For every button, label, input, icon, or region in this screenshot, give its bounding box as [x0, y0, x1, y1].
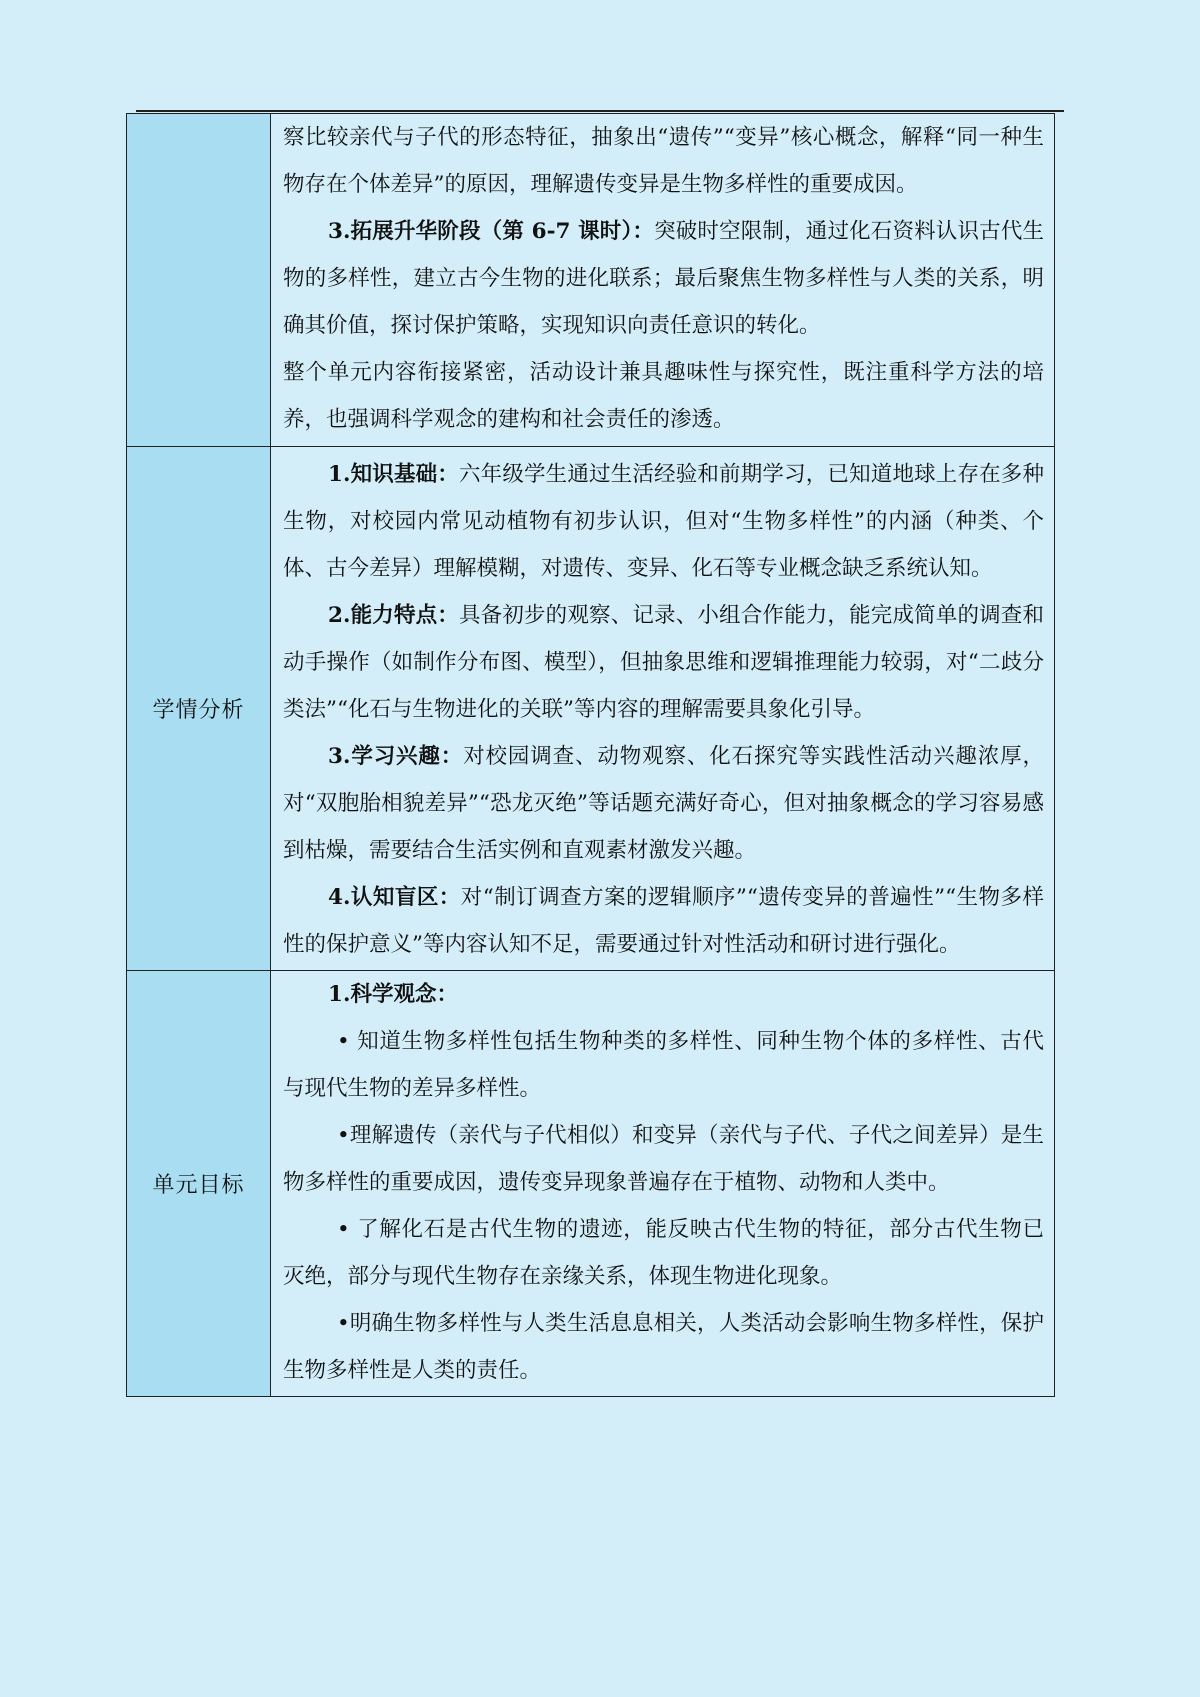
analysis-item-text: 六年级学生通过生活经验和前期学习，已知道地球上存在多种生物，对校园内常见动植物有初步认识，但对“生物多样性”的内涵（种类、个体、古今差异）理解模糊，对遗传、变异、化石等专业概念缺乏系统认知。 — [283, 462, 1044, 581]
stage-3-text: 突破时空限制，通过化石资料认识古代生物的多样性，建立古今生物的进化联系；最后聚焦生物多样性与人类的关系，明确其价值，探讨保护策略，实现知识向责任意识的转化。 — [283, 219, 1044, 338]
analysis-item — [283, 733, 1044, 874]
cell-unit-goals — [271, 971, 1055, 1397]
overview-paragraph-2 — [283, 208, 1044, 349]
goals-bullet: • 知道生物多样性包括生物种类的多样性、同种生物个体的多样性、古代与现代生物的差异多样性。 — [283, 1029, 1044, 1101]
overview-paragraph-3: 整个单元内容衔接紧密，活动设计兼具趣味性与探究性，既注重科学方法的培养，也强调科学观念的建构和社会责任的渗透。 — [283, 360, 1044, 432]
cell-student-analysis — [271, 447, 1055, 971]
stage-3-heading: 3.拓展升华阶段（第 6-7 课时）： — [328, 219, 655, 244]
goals-bullet: •理解遗传（亲代与子代相似）和变异（亲代与子代、子代之间差异）是生物多样性的重要成因，遗传变异现象普遍存在于植物、动物和人类中。 — [283, 1123, 1044, 1195]
analysis-item — [283, 592, 1044, 733]
goals-heading: 1.科学观念： — [328, 982, 458, 1007]
label-student-analysis: 学情分析 — [127, 447, 271, 971]
goals-bullet: •明确生物多样性与人类生活息息相关，人类活动会影响生物多样性，保护生物多样性是人类的责任。 — [283, 1311, 1044, 1383]
analysis-item-heading: 3.学习兴趣： — [328, 744, 464, 769]
unit-design-table — [126, 113, 1055, 1397]
goals-bullet: • 了解化石是古代生物的遗迹，能反映古代生物的特征，部分古代生物已灭绝，部分与现代生物存在亲缘关系，体现生物进化现象。 — [283, 1217, 1044, 1289]
analysis-item — [283, 451, 1044, 592]
top-rule — [136, 110, 1064, 112]
overview-paragraph-1: 察比较亲代与子代的形态特征，抽象出“遗传”“变异”核心概念，解释“同一种生物存在个体差异”的原因，理解遗传变异是生物多样性的重要成因。 — [283, 125, 1044, 197]
label-unit-goals: 单元目标 — [127, 971, 271, 1397]
analysis-item-text: 对“制订调查方案的逻辑顺序”“遗传变异的普遍性”“生物多样性的保护意义”等内容认知不足，需要通过针对性活动和研讨进行强化。 — [283, 885, 1044, 957]
analysis-item-heading: 1.知识基础： — [328, 462, 459, 487]
row-content-overview — [127, 114, 1055, 447]
analysis-item-heading: 4.认知盲区： — [328, 885, 461, 910]
label-overview — [127, 114, 271, 447]
analysis-item — [283, 874, 1044, 968]
row-unit-goals — [127, 971, 1055, 1397]
analysis-item-heading: 2.能力特点： — [328, 603, 459, 628]
analysis-item-text: 具备初步的观察、记录、小组合作能力，能完成简单的调查和动手操作（如制作分布图、模型），但抽象思维和逻辑推理能力较弱，对“二歧分类法”“化石与生物进化的关联”等内容的理解需要具象化引导。 — [283, 603, 1044, 722]
cell-overview — [271, 114, 1055, 447]
analysis-item-text: 对校园调查、动物观察、化石探究等实践性活动兴趣浓厚，对“双胞胎相貌差异”“恐龙灭绝”等话题充满好奇心，但对抽象概念的学习容易感到枯燥，需要结合生活实例和直观素材激发兴趣。 — [283, 744, 1044, 863]
row-student-analysis — [127, 447, 1055, 971]
